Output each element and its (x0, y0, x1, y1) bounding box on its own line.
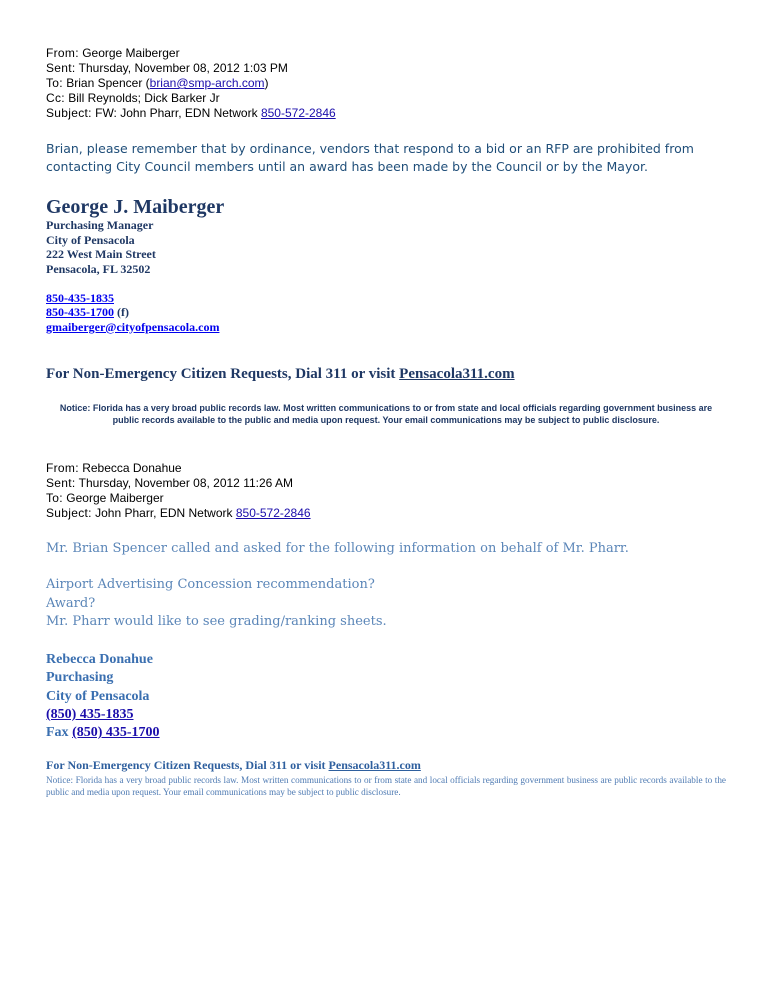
email1-sent (46, 61, 336, 76)
signature2-citizen-line (46, 758, 421, 773)
email2-body-line4: Mr. Pharr would like to see grading/ranking sheets. (46, 614, 387, 629)
email1-to (46, 76, 336, 91)
signature1-citizen-line (46, 366, 515, 383)
to-name: Brian Spencer ( (66, 76, 150, 90)
signature1-phone-link[interactable]: 850-435-1835 (46, 290, 114, 305)
signature1-name: George J. Maiberger (46, 196, 225, 218)
citizen-text: For Non-Emergency Citizen Requests, Dial 311 or visit (46, 366, 400, 382)
signature1-city: Pensacola, FL 32502 (46, 261, 151, 276)
signature1-street: 222 West Main Street (46, 247, 156, 261)
email2-body-line3: Award? (46, 595, 96, 611)
email2-body-line1: Mr. Brian Spencer called and asked for the following information on behalf of Mr. Pharr. (46, 541, 629, 556)
to-email-link[interactable]: brian@smp-arch.com (149, 76, 265, 90)
to-close: ) (264, 76, 269, 90)
from-label: From: (46, 461, 79, 475)
email1-subject (46, 106, 336, 121)
signature2-name: Rebecca Donahue (46, 652, 153, 667)
email1-from (46, 46, 336, 61)
email2-from (46, 461, 311, 476)
subject-phone-link[interactable]: 850-572-2846 (260, 106, 336, 120)
subject-value: FW: John Pharr, EDN Network (95, 106, 258, 120)
pensacola311-link[interactable]: Pensacola311.com (399, 366, 515, 382)
sent-value: Thursday, November 08, 2012 11:26 AM (78, 476, 293, 490)
to-value: George Maiberger (66, 491, 164, 505)
to-label: To: (46, 76, 63, 90)
email2-body-questions (46, 576, 387, 632)
citizen-text: For Non-Emergency Citizen Requests, Dial 311 or visit (46, 758, 329, 772)
sent-label: Sent: (46, 61, 76, 75)
email1-body: Brian, please remember that by ordinance, vendors that respond to a bid or an RFP are prohibited from contacting City Council members until an award has been made by the Council or by the Mayor. (46, 141, 694, 174)
email2-to (46, 491, 311, 506)
cc-label: Cc: (46, 91, 65, 105)
signature2-notice: Notice: Florida has a very broad public records law. Most written communications to or from state and local officials regarding government business are public records available to the public and media upon request. Your email communications may be subject to public disclosure. (46, 775, 726, 797)
from-label: From: (46, 46, 79, 60)
signature1-fax-suffix: (f) (114, 305, 129, 319)
sent-value: Thursday, November 08, 2012 1:03 PM (78, 61, 288, 75)
signature1-title: Purchasing Manager (46, 218, 154, 232)
from-value: George Maiberger (82, 46, 180, 60)
signature2-block (46, 651, 160, 742)
from-value: Rebecca Donahue (82, 461, 182, 475)
signature2-org: City of Pensacola (46, 688, 150, 704)
email2-body-line2: Airport Advertising Concession recommendation? (46, 577, 375, 592)
email1-cc (46, 91, 336, 106)
to-label: To: (46, 491, 63, 505)
subject-phone-link[interactable]: 850-572-2846 (235, 506, 311, 520)
sent-label: Sent: (46, 476, 76, 490)
cc-value: Bill Reynolds; Dick Barker Jr (68, 91, 220, 105)
spacer (46, 276, 219, 291)
email1-header (46, 46, 336, 121)
subject-value: John Pharr, EDN Network (95, 506, 233, 520)
signature1-notice: Notice: Florida has a very broad public records law. Most written communications to or from state and local officials regarding government business are public records available to the public and media upon request. Your email communications may be subject to public disclosure. (59, 403, 713, 425)
signature1-email-link[interactable]: gmaiberger@cityofpensacola.com (46, 319, 220, 334)
signature1-block (46, 218, 219, 334)
signature1-org: City of Pensacola (46, 232, 135, 247)
signature2-fax-label: Fax (46, 725, 73, 741)
subject-label: Subject: (46, 106, 92, 120)
signature1-fax-link[interactable]: 850-435-1700 (46, 305, 114, 319)
email2-header (46, 461, 311, 521)
signature2-phone-link[interactable]: (850) 435-1835 (46, 706, 134, 722)
signature2-fax-link[interactable]: (850) 435-1700 (72, 725, 160, 741)
email2-subject (46, 506, 311, 521)
pensacola311-link[interactable]: Pensacola311.com (328, 758, 421, 772)
subject-label: Subject: (46, 506, 92, 520)
email2-sent (46, 476, 311, 491)
signature2-title: Purchasing (46, 670, 114, 686)
